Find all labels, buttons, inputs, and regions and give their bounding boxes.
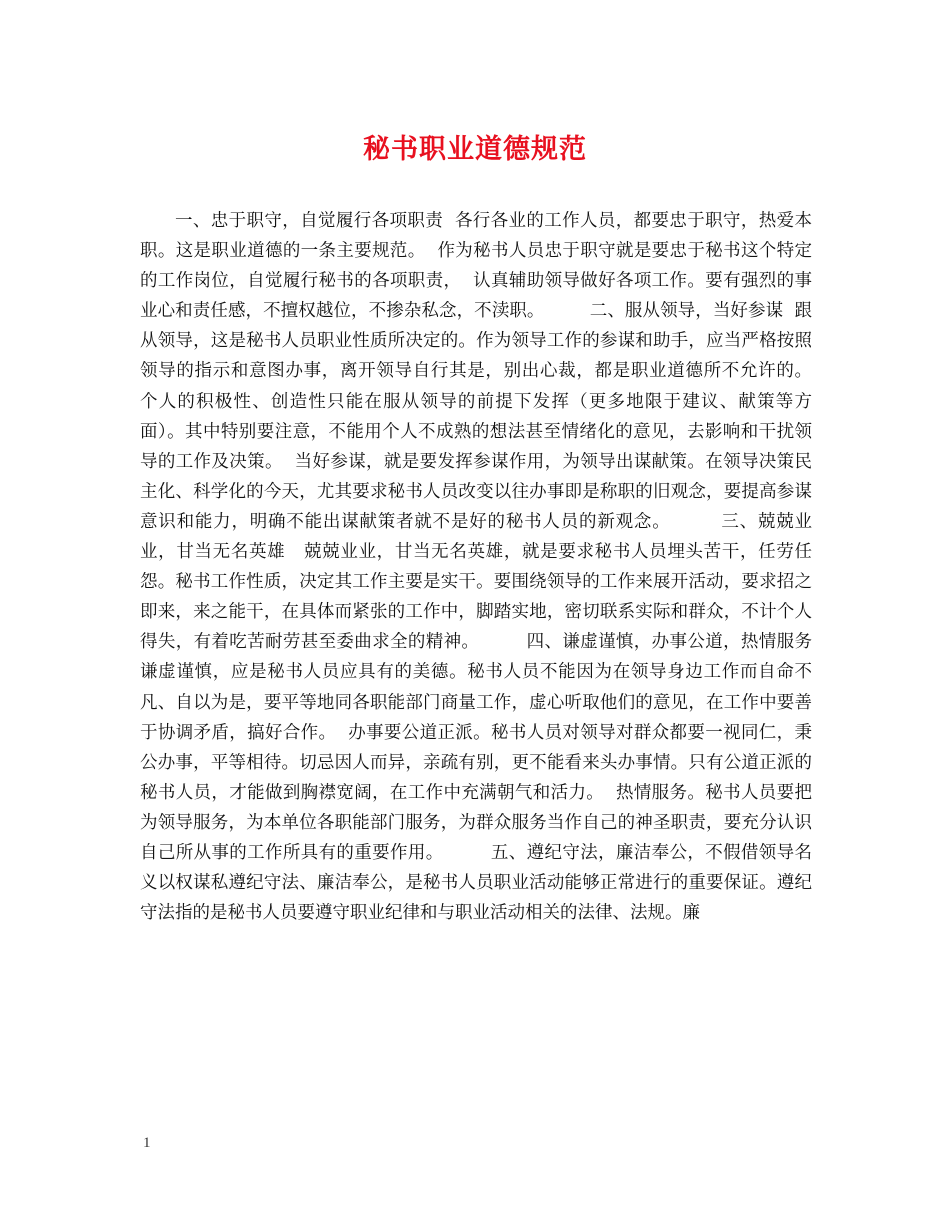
- document-body-paragraph: 一、忠于职守，自觉履行各项职责 各行各业的工作人员，都要忠于职守，热爱本职。这是职业道德的一条主要规范。 作为秘书人员忠于职守就是要忠于秘书这个特定的工作岗位，自觉履行秘书的各项职责， 认真辅助领导做好各项工作。要有强烈的事业心和责任感，不擅权越位，不掺杂私念，不渎职。 二、服从领导，当好参谋 跟从领导，这是秘书人员职业性质所决定的。作为领导工作的参谋和助手，应当严格按照领导的指示和意图办事，离开领导自行其是，别出心裁，都是职业道德所不允许的。 个人的积极性、创造性只能在服从领导的前提下发挥（更多地限于建议、献策等方面）。其中特别要注意，不能用个人不成熟的想法甚至情绪化的意见，去影响和干扰领导的工作及决策。 当好参谋，就是要发挥参谋作用，为领导出谋献策。在领导决策民主化、科学化的今天，尤其要求秘书人员改变以往办事即是称职的旧观念，要提高参谋意识和能力，明确不能出谋献策者就不是好的秘书人员的新观念。 三、兢兢业业，甘当无名英雄 兢兢业业，甘当无名英雄，就是要求秘书人员埋头苦干，任劳任怨。秘书工作性质，决定其工作主要是实干。要围绕领导的工作来展开活动，要求招之即来，来之能干，在具体而紧张的工作中，脚踏实地，密切联系实际和群众，不计个人得失，有着吃苦耐劳甚至委曲求全的精神。 四、谦虚谨慎，办事公道，热情服务 谦虚谨慎，应是秘书人员应具有的美德。秘书人员不能因为在领导身边工作而自命不凡、自以为是，要平等地同各职能部门商量工作，虚心听取他们的意见，在工作中要善于协调矛盾，搞好合作。 办事要公道正派。秘书人员对领导对群众都要一视同仁，秉公办事，平等相待。切忌因人而异，亲疏有别，更不能看来头办事情。只有公道正派的秘书人员，才能做到胸襟宽阔，在工作中充满朝气和活力。 热情服务。秘书人员要把为领导服务，为本单位各职能部门服务，为群众服务当作自己的神圣职责，要充分认识自己所从事的工作所具有的重要作用。 五、遵纪守法，廉洁奉公，不假借领导名义以权谋私遵纪守法、廉洁奉公，是秘书人员职业活动能够正常进行的重要保证。遵纪守法指的是秘书人员要遵守职业纪律和与职业活动相关的法律、法规。廉: [140, 211, 824, 924]
- page-number: 1: [143, 1135, 151, 1151]
- document-title: 秘书职业道德规范: [363, 134, 587, 165]
